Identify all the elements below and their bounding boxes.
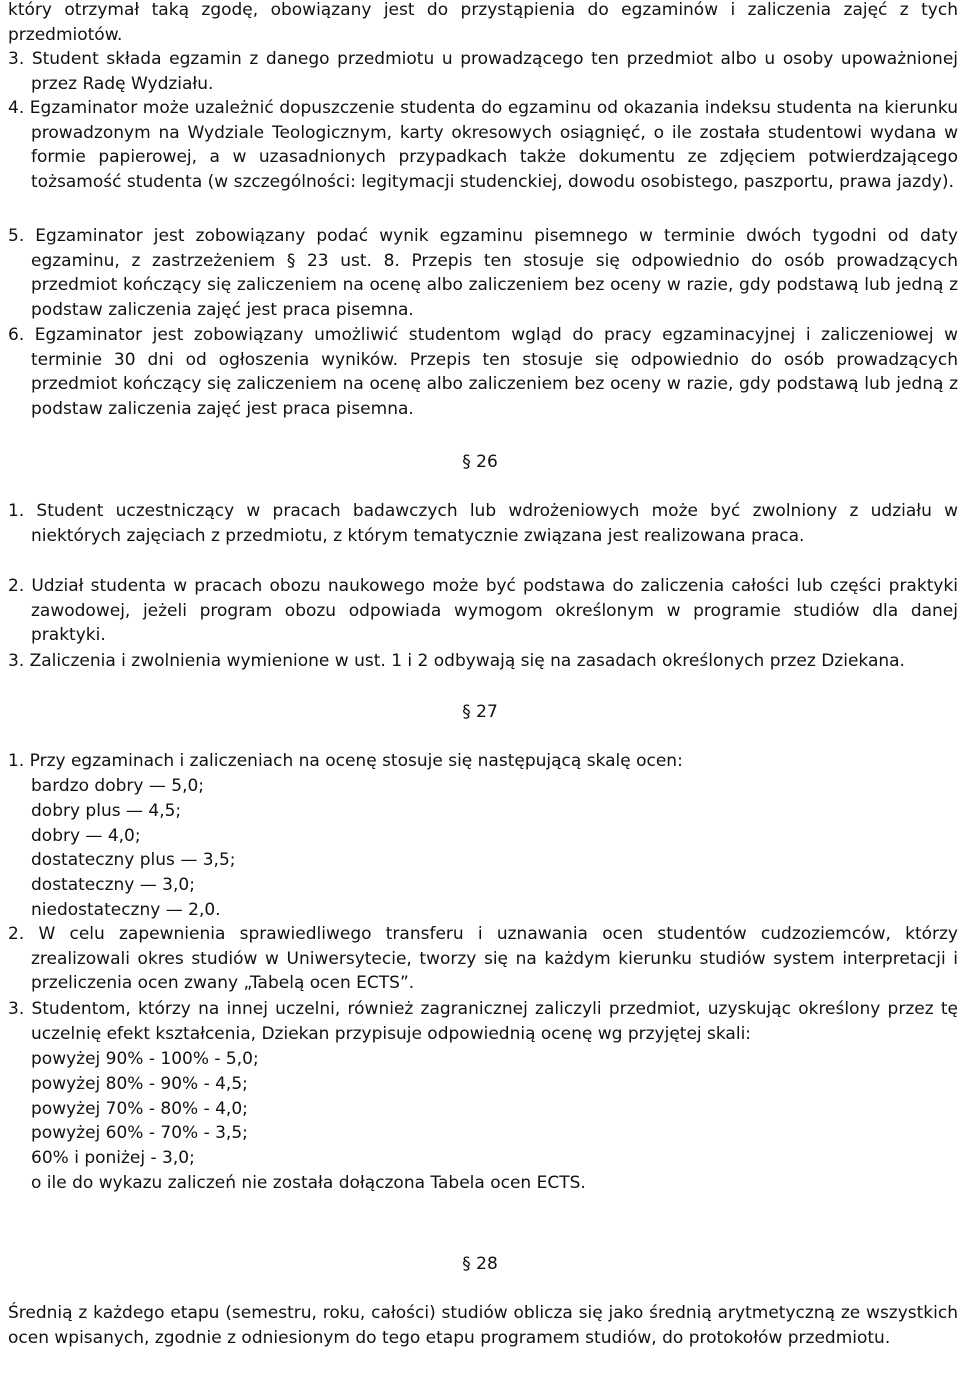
list-item: o ile do wykazu zaliczeń nie została dołączona Tabela ocen ECTS. bbox=[31, 1172, 586, 1193]
section-heading-28: § 28 bbox=[462, 1254, 498, 1274]
list-item: bardzo dobry — 5,0; bbox=[31, 776, 205, 796]
list-item: 60% i poniżej - 3,0; bbox=[31, 1148, 195, 1169]
list-item: powyżej 60% - 70% - 3,5; bbox=[31, 1123, 248, 1144]
section-27-point-3: 3. Studentom, którzy na innej uczelni, również zagranicznej zaliczyli przedmiot, uzyskując określony przez tę uczelnię efekt kształcenia, Dziekan przypisuje odpowiednią ocenę wg przyjętej skali: bbox=[8, 999, 958, 1044]
paragraph-point-4: 4. Egzaminator może uzależnić dopuszczenie studenta do egzaminu od okazania indeksu studenta na kierunku prowadzonym na Wydziale Teologicznym, karty okresowych osiągnięć, o ile została studentowi wydana w formie papierowej, a w uzasadnionych przypadkach także dokumentu ze zdjęciem potwierdzającego tożsamość studenta (w szczególności: legitymacji studenckiej, dowodu osobistego, paszportu, prawa jazdy). bbox=[8, 98, 958, 193]
list-item: dobry plus — 4,5; bbox=[31, 800, 182, 821]
list-item: powyżej 80% - 90% - 4,5; bbox=[31, 1073, 248, 1094]
section-26-point-2: 2. Udział studenta w pracach obozu naukowego może być podstawa do zaliczenia całości lub części praktyki zawodowej, jeżeli program obozu odpowiada wymogom określonym w programie studiów dla danej praktyki. bbox=[8, 576, 958, 646]
list-item: powyżej 90% - 100% - 5,0; bbox=[31, 1049, 259, 1069]
section-26-point-3: 3. Zaliczenia i zwolnienia wymienione w ust. 1 i 2 odbywają się na zasadach określonych przez Dziekana. bbox=[8, 651, 905, 671]
list-item: powyżej 70% - 80% - 4,0; bbox=[31, 1098, 248, 1119]
section-heading-27: § 27 bbox=[462, 702, 498, 722]
paragraph-point-3: 3. Student składa egzamin z danego przedmiotu u prowadzącego ten przedmiot albo u osoby upoważnionej przez Radę Wydziału. bbox=[8, 49, 958, 94]
section-27-point-1: 1. Przy egzaminach i zaliczeniach na ocenę stosuje się następującą skalę ocen: bbox=[8, 751, 683, 771]
section-27-point-2: 2. W celu zapewnienia sprawiedliwego transferu i uznawania ocen studentów cudzoziemców, którzy zrealizowali okres studiów w Uniwersytecie, tworzy się na każdym kierunku studiów system interpretacji i przeliczenia ocen zwany „Tabelą ocen ECTS”. bbox=[8, 924, 958, 994]
list-item: dostateczny plus — 3,5; bbox=[31, 850, 236, 871]
list-item: niedostateczny — 2,0. bbox=[31, 899, 221, 920]
section-28-paragraph: Średnią z każdego etapu (semestru, roku, całości) studiów oblicza się jako średnią arytmetyczną ze wszystkich ocen wpisanych, zgodnie z odniesionym do tego etapu programem studiów, do protokołów przedmiotu. bbox=[8, 1303, 958, 1348]
section-heading-26: § 26 bbox=[462, 452, 498, 472]
grade-scale-list bbox=[31, 774, 951, 923]
percentage-scale-list bbox=[31, 1047, 951, 1196]
paragraph-continuation: który otrzymał taką zgodę, obowiązany jest do przystąpienia do egzaminów i zaliczenia zajęć z tych przedmiotów. bbox=[8, 0, 958, 45]
paragraph-point-5: 5. Egzaminator jest zobowiązany podać wynik egzaminu pisemnego w terminie dwóch tygodni od daty egzaminu, z zastrzeżeniem § 23 ust. 8. Przepis ten stosuje się odpowiednio do osób prowadzących przedmiot kończący się zaliczeniem na ocenę albo zaliczeniem bez oceny w razie, gdy podstawą lub jedną z podstaw zaliczenia zajęć jest praca pisemna. bbox=[8, 226, 958, 321]
section-26-point-1: 1. Student uczestniczący w pracach badawczych lub wdrożeniowych może być zwolniony z udziału w niektórych zajęciach z przedmiotu, z którym tematycznie związana jest realizowana praca. bbox=[8, 501, 958, 546]
list-item: dobry — 4,0; bbox=[31, 825, 141, 846]
list-item: dostateczny — 3,0; bbox=[31, 875, 195, 896]
paragraph-point-6: 6. Egzaminator jest zobowiązany umożliwić studentom wgląd do pracy egzaminacyjnej i zaliczeniowej w terminie 30 dni od ogłoszenia wyników. Przepis ten stosuje się odpowiednio do osób prowadzących przedmiot kończący się zaliczeniem na ocenę albo zaliczeniem bez oceny w razie, gdy podstawą lub jedną z podstaw zaliczenia zajęć jest praca pisemna. bbox=[8, 325, 958, 420]
